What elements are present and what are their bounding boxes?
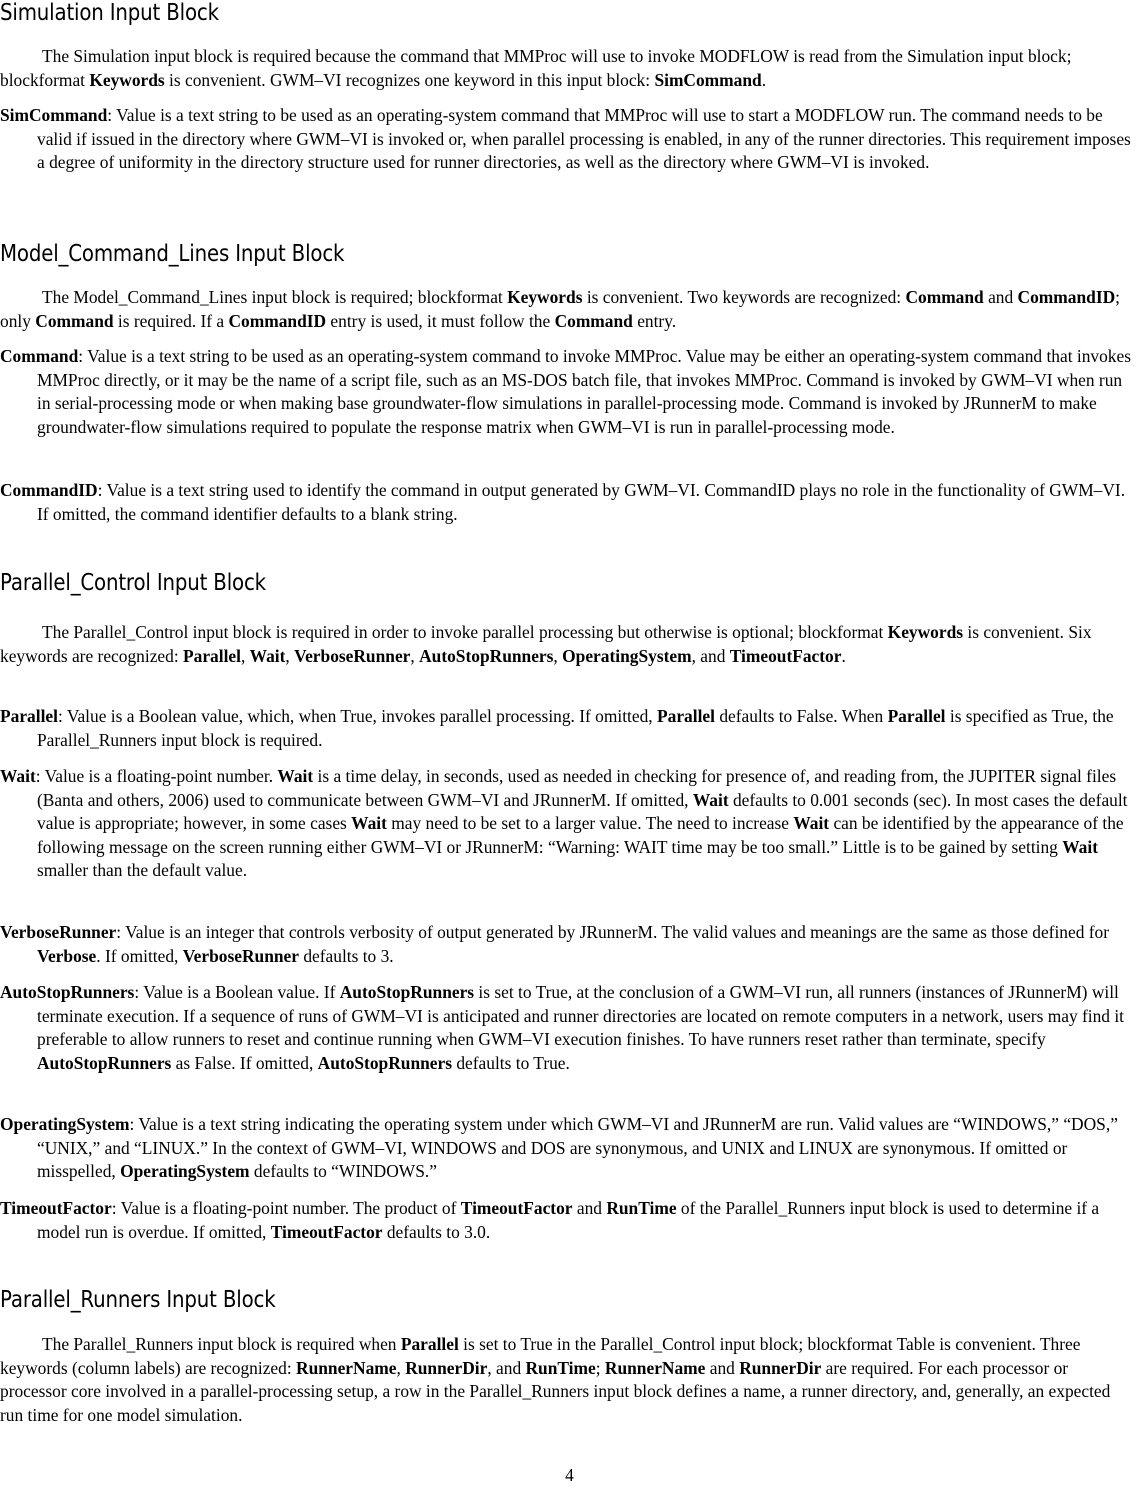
def-simcommand <box>0 104 1137 175</box>
text-run: The Simulation input block is required because the command that MMProc will use to invoke MODFLOW is read from the Simulation input block; blockformat <box>0 46 1072 90</box>
keyword: AutoStopRunners <box>0 982 135 1002</box>
keyword: CommandID <box>1017 287 1116 307</box>
keyword: Command <box>905 287 984 307</box>
def-autostoprunners <box>0 981 1137 1075</box>
text-run: is convenient. Two keywords are recognized: <box>582 287 906 307</box>
keyword: Parallel <box>0 706 58 726</box>
text-run: are required. For each processor or processor core involved in a parallel-processing setup, a row in the Parallel_Runners input block defines a name, a runner directory, and, generally, an expected run time for one model simulation. <box>0 1357 1111 1425</box>
text-run: is convenient. GWM–VI recognizes one keyword in this input block: <box>164 69 655 90</box>
text-run: : Value is a text string to be used as an operating-system command to invoke MMProc. Value may be either an operating-system command that invokes MMProc directly, or it may be the name of a script file, such as an MS-DOS batch file, that invokes MMProc. Command is invoked by GWM–VI when run in serial-processing mode or when making base groundwater-flow simulations in parallel-processing mode. Command is invoked by JRunnerM to make groundwater-flow simulations required to populate the response matrix when GWM–VI is run in parallel-processing mode. <box>37 346 1131 437</box>
text-run: can be identified by the appearance of the following message on the screen running either GWM–VI or JRunnerM: “Warning: WAIT time may be too small.” Little is to be gained by setting <box>37 813 1124 857</box>
keyword: RunnerName <box>604 1357 706 1378</box>
keyword: RunTime <box>606 1198 677 1218</box>
heading-parallel-control-input-block: Parallel_Control Input Block <box>0 570 266 596</box>
keyword: AutoStopRunners <box>339 982 475 1002</box>
text-run: is set to True, at the conclusion of a GWM–VI run, all runners (instances of JRunnerM) will terminate execution. If a sequence of runs of GWM–VI is anticipated and runner directories are located on remote computers in a network, users may find it preferable to allow runners to reset and continue running when GWM–VI execution finishes. To have runners reset rather than terminate, specify <box>37 982 1125 1049</box>
text-run: ; only <box>0 287 1120 331</box>
def-wait <box>0 765 1137 883</box>
keyword: Parallel <box>400 1334 459 1354</box>
keyword: RunTime <box>525 1357 596 1378</box>
text-run: is specified as True, the Parallel_Runners input block is required. <box>37 706 1114 750</box>
def-timeoutfactor <box>0 1197 1137 1244</box>
def-command <box>0 345 1137 439</box>
text-run: , and <box>487 1357 526 1378</box>
text-run: defaults to False. When <box>714 706 888 726</box>
page-number: 4 <box>565 1465 574 1485</box>
keyword: Keywords <box>887 622 964 642</box>
text-run: : Value is a Boolean value, which, when True, invokes parallel processing. If omitted, <box>57 706 658 726</box>
text-run: : Value is a text string used to identify the command in output generated by GWM–VI. CommandID plays no role in the functionality of GWM–VI. If omitted, the command identifier defaults to a blank string. <box>37 480 1126 524</box>
text-run: , <box>285 645 295 666</box>
keyword: VerboseRunner <box>294 645 411 666</box>
keyword: Command <box>0 346 79 366</box>
text-run: : Value is a floating-point number. <box>35 766 278 786</box>
keyword: RunnerName <box>296 1357 397 1378</box>
keyword: VerboseRunner <box>182 945 299 966</box>
keyword: CommandID <box>0 480 98 500</box>
text-run: and <box>705 1357 740 1378</box>
text-run: is a time delay, in seconds, used as needed in checking for presence of, and reading from, the JUPITER signal files (Banta and others, 2006) used to communicate between GWM–VI and JRunnerM. If omitted, <box>37 766 1117 810</box>
keyword: TimeoutFactor <box>729 645 842 666</box>
text-run: entry. <box>632 310 677 331</box>
keyword: Wait <box>351 813 387 833</box>
def-parallel <box>0 705 1137 752</box>
keyword: Wait <box>793 813 830 833</box>
text-run: : Value is a text string to be used as an operating-system command that MMProc will use to start a MODFLOW run. The command needs to be valid if issued in the directory where GWM–VI is invoked or, when parallel processing is enabled, in any of the runner directories. This requirement imposes a degree of uniformity in the directory structure used for runner directories, as well as the directory where GWM–VI is invoked. <box>37 105 1131 172</box>
text-run: The Parallel_Runners input block is required when <box>42 1334 401 1354</box>
text-run: . If omitted, <box>96 945 183 966</box>
keyword: Parallel <box>657 706 715 726</box>
keyword: Parallel <box>183 645 241 666</box>
def-verboserunner <box>0 921 1137 968</box>
keyword: Keywords <box>507 287 583 307</box>
text-run: and <box>572 1198 607 1218</box>
keyword: TimeoutFactor <box>460 1198 573 1218</box>
keyword: Verbose <box>37 945 97 966</box>
keyword: Parallel <box>887 706 946 726</box>
text-run: , <box>396 1357 406 1378</box>
intro-parallel-control <box>0 621 1137 668</box>
text-run: . <box>761 69 767 90</box>
keyword: Wait <box>692 789 729 810</box>
text-run: as False. If omitted, <box>171 1052 318 1073</box>
text-run: defaults to 0.001 seconds (sec). In most cases the default value is appropriate; however, in some cases <box>37 789 1128 833</box>
keyword: AutoStopRunners <box>37 1052 172 1073</box>
text-run: The Model_Command_Lines input block is required; blockformat <box>42 287 508 307</box>
keyword: Command <box>554 310 633 331</box>
heading-simulation-input-block: Simulation Input Block <box>0 0 219 26</box>
keyword: Wait <box>249 645 286 666</box>
text-run: defaults to True. <box>452 1052 570 1073</box>
text-run: may need to be set to a larger value. The need to increase <box>386 813 794 833</box>
text-run: entry is used, it must follow the <box>326 310 555 331</box>
keyword: Wait <box>0 766 36 786</box>
keyword: TimeoutFactor <box>0 1198 112 1218</box>
keyword: OperatingSystem <box>562 645 692 666</box>
intro-model-command-lines <box>0 286 1137 333</box>
text-run: : Value is an integer that controls verbosity of output generated by JRunnerM. The valid values and meanings are the same as those defined for <box>116 922 1110 942</box>
text-run: : Value is a floating-point number. The product of <box>111 1198 461 1218</box>
text-run: , <box>240 645 250 666</box>
text-run: and <box>983 287 1018 307</box>
keyword: Command <box>35 310 114 331</box>
keyword: SimCommand <box>654 69 762 90</box>
heading-model-command-lines-input-block: Model_Command_Lines Input Block <box>0 241 345 267</box>
keyword: OperatingSystem <box>120 1161 250 1181</box>
heading-parallel-runners-input-block: Parallel_Runners Input Block <box>0 1287 276 1313</box>
text-run: : Value is a Boolean value. If <box>134 982 340 1002</box>
keyword: RunnerDir <box>405 1357 488 1378</box>
keyword: TimeoutFactor <box>270 1221 383 1242</box>
text-run: . <box>841 645 846 666</box>
text-run: , <box>553 645 563 666</box>
text-run: is set to True in the Parallel_Control input block; blockformat Table is convenient. Three keywords (column labels) are recognized: <box>0 1334 1081 1378</box>
text-run: of the Parallel_Runners input block is used to determine if a model run is overdue. If omitted, <box>37 1198 1100 1242</box>
text-run: defaults to “WINDOWS.” <box>249 1161 437 1181</box>
keyword: VerboseRunner <box>0 922 117 942</box>
text-run: ; <box>595 1357 605 1378</box>
text-run: , <box>410 645 420 666</box>
text-run: is required. If a <box>113 310 229 331</box>
keyword: Wait <box>1062 836 1098 857</box>
keyword: AutoStopRunners <box>419 645 554 666</box>
text-run: : Value is a text string indicating the operating system under which GWM–VI and JRunnerM are run. Valid values are “WINDOWS,” “DOS,” “UNIX,” and “LINUX.” In the context of GWM–VI, WINDOWS and DOS are synonymous, and UNIX and LINUX are synonymous. If omitted or misspelled, <box>37 1114 1118 1181</box>
text-run: is convenient. Six keywords are recognized: <box>0 622 1092 666</box>
text-run: smaller than the default value. <box>37 860 248 880</box>
intro-parallel-runners <box>0 1333 1137 1427</box>
intro-simulation <box>0 45 1137 92</box>
def-operatingsystem <box>0 1113 1137 1184</box>
keyword: OperatingSystem <box>0 1114 130 1134</box>
def-commandid <box>0 479 1137 526</box>
text-run: The Parallel_Control input block is required in order to invoke parallel processing but otherwise is optional; blockformat <box>42 622 888 642</box>
keyword: AutoStopRunners <box>317 1052 452 1073</box>
keyword: CommandID <box>228 310 327 331</box>
keyword: SimCommand <box>0 105 108 125</box>
text-run: , and <box>691 645 730 666</box>
keyword: RunnerDir <box>739 1357 822 1378</box>
keyword: Keywords <box>89 69 165 90</box>
text-run: defaults to 3.0. <box>382 1221 491 1242</box>
keyword: Wait <box>277 766 314 786</box>
text-run: defaults to 3. <box>298 945 394 966</box>
